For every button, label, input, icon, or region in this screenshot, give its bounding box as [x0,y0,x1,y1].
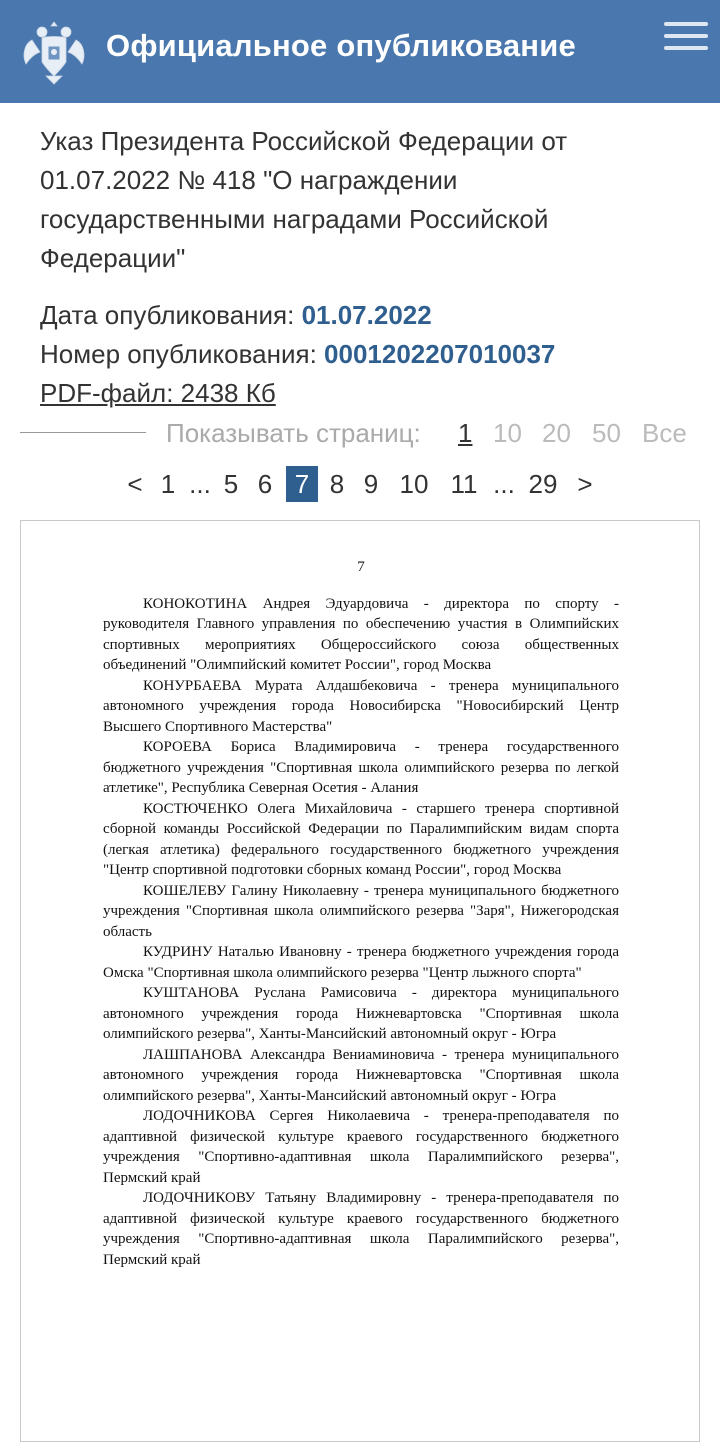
document-page-viewer[interactable] [20,520,700,1442]
pager-page-8[interactable]: 8 [329,469,345,499]
site-title[interactable]: Официальное опубликование [106,28,576,63]
site-header [0,0,720,103]
pdf-download-link[interactable]: PDF-файл: 2438 Кб [40,378,276,408]
publication-date-value: 01.07.2022 [301,300,432,330]
publication-number [40,339,555,370]
document-title: Указ Президента Российской Федерации от 01.07.2022 № 418 "О награждении государственными наградами Российской Федерации" [40,126,568,273]
award-paragraph: ЛОДОЧНИКОВА Сергея Николаевича - тренера-преподавателя по адаптивной физической культуре краевого государственного бюджетного учреждения "Спортивно-адаптивная школа Паралимпийского резерва", Пермский край [103,1108,619,1186]
award-paragraph: КОРОЕВА Бориса Владимировича - тренера государственного бюджетного учреждения "Спортивная школа олимпийского резерва по легкой атлетике", Республика Северная Осетия - Алания [103,739,619,796]
pager-page-10[interactable]: 10 [399,469,429,499]
pages-per-view-label: Показывать страниц: [166,418,421,448]
award-paragraph: КОШЕЛЕВУ Галину Николаевну - тренера муниципального бюджетного учреждения "Спортивная школа олимпийского резерва "Заря", Нижегородская область [103,882,619,940]
document-page [103,557,619,1270]
pager-page-1[interactable]: 1 [160,469,176,499]
publication-number-label: Номер опубликования: [40,339,317,369]
pager-next-button[interactable]: > [577,469,593,499]
pager-page-7-current[interactable]: 7 [286,466,318,502]
award-paragraph: ЛОДОЧНИКОВУ Татьяну Владимировну - тренера-преподавателя по адаптивной физической культуре краевого государственного бюджетного учреждения "Спортивно-адаптивная школа Паралимпийского резерва", Пермский край [103,1190,619,1268]
pager-page-5[interactable]: 5 [223,469,239,499]
pager-ellipsis: ... [493,469,515,499]
pages-option-20[interactable]: 20 [542,418,571,448]
pages-option-50[interactable]: 50 [592,418,621,448]
publication-date [40,300,432,331]
pager-page-9[interactable]: 9 [363,469,379,499]
pages-option-1[interactable]: 1 [458,418,473,448]
page-number: 7 [357,559,365,575]
divider [20,432,146,433]
pager-page-29[interactable]: 29 [528,469,558,499]
hamburger-menu-icon[interactable] [664,20,710,54]
award-paragraph: КУШТАНОВА Руслана Рамисовича - директора муниципального автономного учреждения города Нижневартовска "Спортивная школа олимпийского резерва", Ханты-Мансийский автономный округ - Югра [103,985,619,1042]
russian-eagle-emblem-icon[interactable] [20,18,88,86]
pages-option-10[interactable]: 10 [493,418,522,448]
award-paragraph: КОНОКОТИНА Андрея Эдуардовича - директора по спорту - руководителя Главного управления по обеспечению участия в Олимпийских спортивных мероприятиях Общероссийского союза общественных объединений "Олимпийский комитет России", город Москва [103,595,619,673]
pages-option-all[interactable]: Все [642,418,687,448]
pager-page-6[interactable]: 6 [257,469,273,499]
pager-ellipsis: ... [189,469,211,499]
publication-number-value: 0001202207010037 [324,339,556,369]
award-paragraph: КОНУРБАЕВА Мурата Алдашбековича - тренера муниципального автономного учреждения города Новосибирска "Новосибирский Центр Высшего Спортивного Мастерства" [103,677,619,735]
award-paragraph: ЛАШПАНОВА Александра Вениаминовича - тренера муниципального автономного учреждения города Нижневартовска "Спортивная школа олимпийского резерва", Ханты-Мансийский автономный округ - Югра [103,1046,619,1104]
pager-prev-button[interactable]: < [127,469,143,499]
award-paragraph: КОСТЮЧЕНКО Олега Михайловича - старшего тренера спортивной сборной команды Российской Федерации по Паралимпийским видам спорта (легкая атлетика) федерального государственного бюджетного учреждения "Центр спортивной подготовки сборных команд России", город Москва [103,800,619,878]
publication-date-label: Дата опубликования: [40,300,295,330]
pager-page-11[interactable]: 11 [450,469,478,499]
award-paragraph: КУДРИНУ Наталью Ивановну - тренера бюджетного учреждения города Омска "Спортивная школа олимпийского резерва "Центр лыжного спорта" [103,944,619,981]
